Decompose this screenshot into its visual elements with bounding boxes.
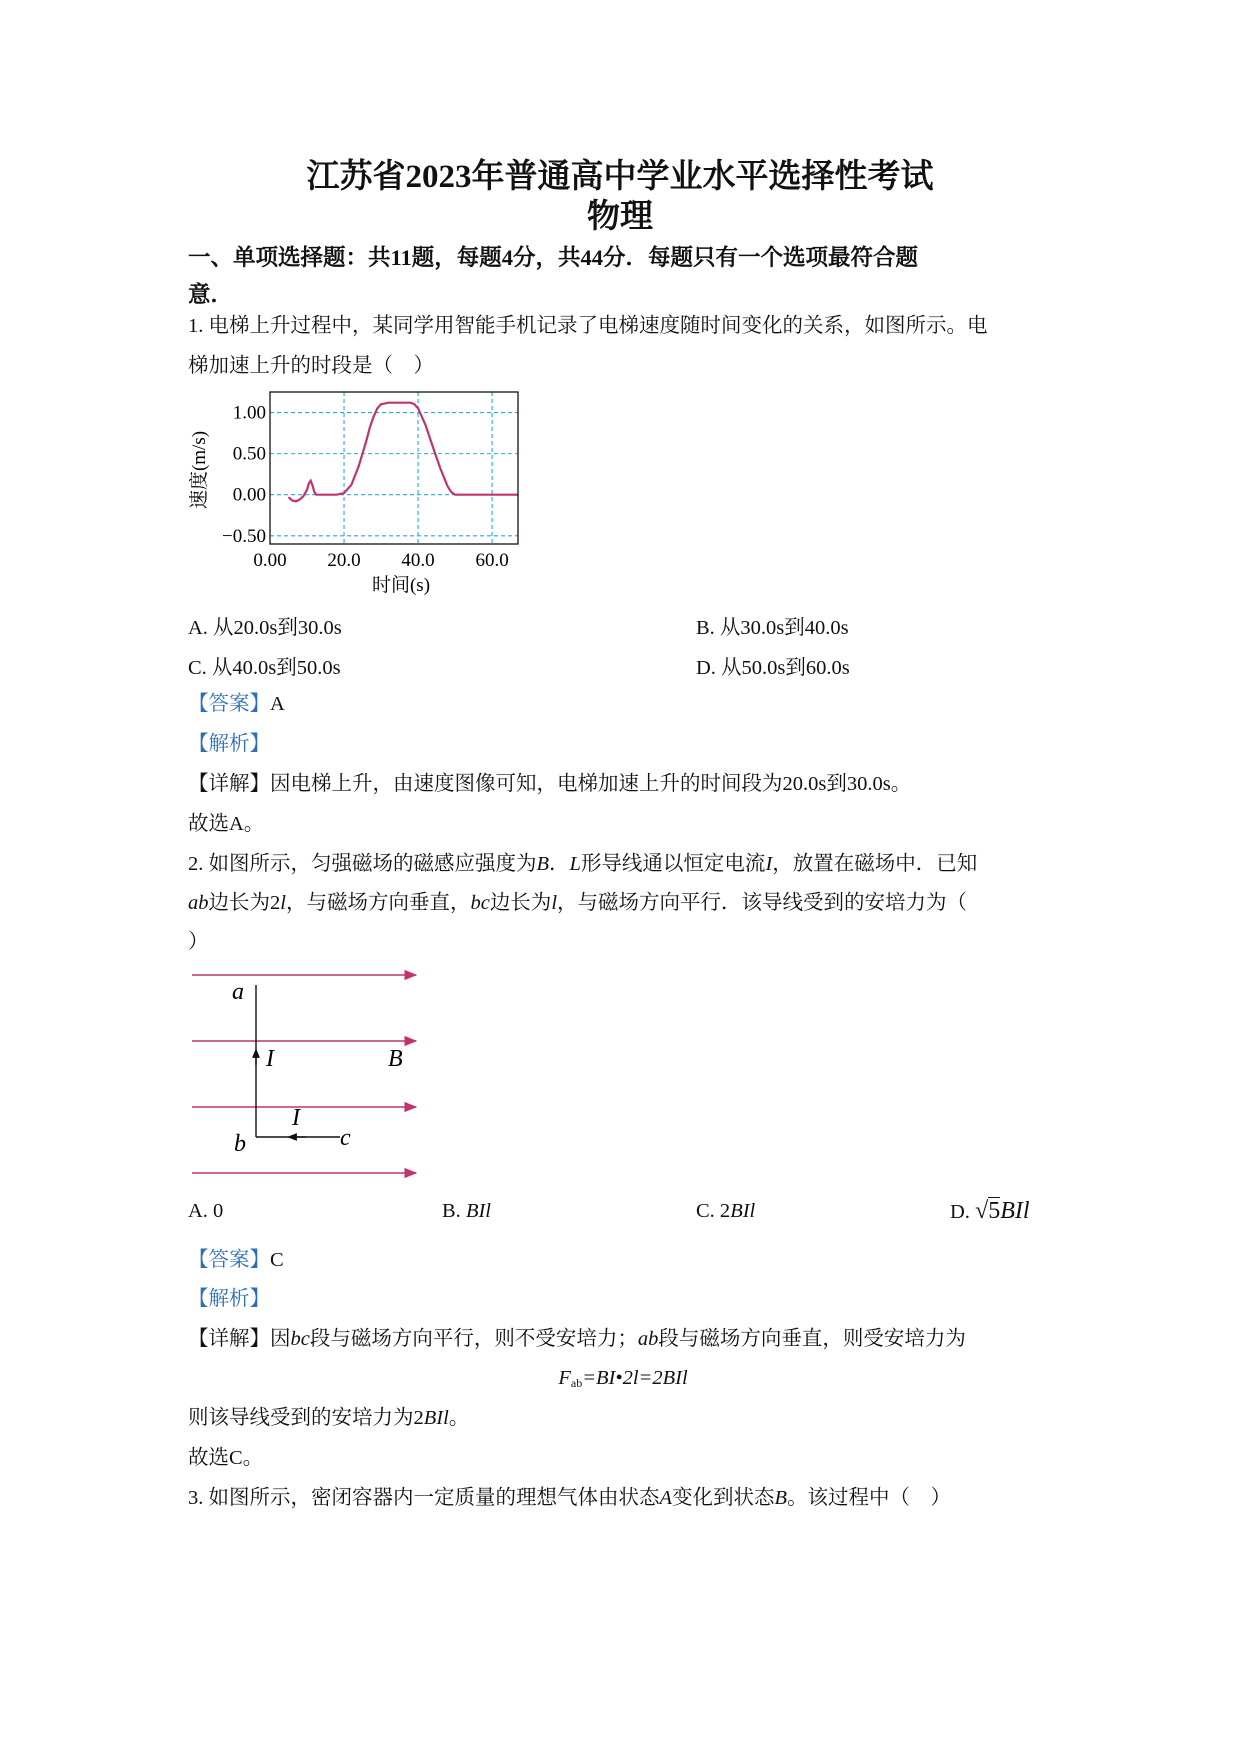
symbol-B: B bbox=[536, 853, 550, 875]
q2-detail bbox=[188, 1325, 1058, 1353]
y-tick-label-3: −0.50 bbox=[222, 525, 266, 547]
q3-stem-text: 变化到状态 bbox=[672, 1487, 775, 1509]
q2-stem-text: 2. 如图所示，匀强磁场的磁感应强度为 bbox=[188, 853, 537, 875]
radicand-number: 5 bbox=[988, 1198, 1001, 1224]
q2-stem-text: ，与磁场方向平行．该导线受到的安培力为（ bbox=[557, 892, 968, 914]
label-I-ab: I bbox=[266, 1046, 274, 1072]
symbol-ab: ab bbox=[188, 892, 209, 914]
detail-text: 因电梯上升，由速度图像可知，电梯加速上升的时间段为20.0s到30.0s。 bbox=[270, 773, 912, 795]
chart-ticks bbox=[222, 403, 509, 571]
x-axis-label: 时间(s) bbox=[371, 575, 431, 596]
q2-answer bbox=[188, 1246, 1058, 1274]
result-expr: BIl bbox=[423, 1407, 449, 1429]
q1-stem-line1: 1. 电梯上升过程中，某同学用智能手机记录了电梯速度随时间变化的关系，如图所示。电 bbox=[188, 315, 988, 337]
q2-option-c bbox=[696, 1200, 755, 1223]
detail-text: 段与磁场方向垂直，则受安培力为 bbox=[658, 1328, 966, 1350]
formula-subscript: ab bbox=[570, 1376, 583, 1390]
magnetic-field-figure bbox=[188, 965, 428, 1185]
option-expr: BIl bbox=[1000, 1198, 1030, 1224]
q1-analysis bbox=[188, 730, 1058, 758]
option-label: B. bbox=[442, 1200, 466, 1222]
q2-conclusion: 故选C。 bbox=[188, 1447, 264, 1469]
detail-tag: 【详解】 bbox=[188, 1328, 270, 1350]
exam-title: 江苏省2023年普通高中学业水平选择性考试 bbox=[306, 159, 934, 195]
option-expr: BIl bbox=[730, 1200, 756, 1222]
q2-stem-text: 边长为2 bbox=[208, 892, 281, 914]
symbol-A: A bbox=[659, 1487, 673, 1509]
symbol-l: l bbox=[280, 892, 286, 914]
q1-option-d: D. 从50.0s到60.0s bbox=[696, 657, 850, 679]
y-tick-label-0: 1.00 bbox=[232, 402, 266, 424]
q2-stem-text: 形导线通以恒定电流 bbox=[580, 853, 766, 875]
q1-stem-line2: 梯加速上升的时段是（ ） bbox=[188, 355, 434, 377]
velocity-curve bbox=[289, 403, 519, 502]
symbol-bc: bc bbox=[470, 892, 490, 914]
answer-tag: 【答案】 bbox=[188, 693, 270, 715]
q2-stem-text: ，与磁场方向垂直， bbox=[285, 892, 471, 914]
radicand bbox=[988, 1197, 1000, 1224]
symbol-ab: ab bbox=[637, 1328, 659, 1350]
q2-result bbox=[188, 1404, 1058, 1432]
y-tick-label-1: 0.50 bbox=[232, 443, 266, 465]
x-tick-label-3: 60.0 bbox=[475, 550, 509, 571]
symbol-L: L bbox=[569, 853, 581, 875]
detail-text: 段与磁场方向平行，则不受安培力； bbox=[309, 1328, 638, 1350]
q2-stem-line3: ） bbox=[188, 931, 209, 953]
label-a: a bbox=[232, 979, 244, 1005]
option-label: C. 2 bbox=[696, 1200, 731, 1222]
detail-text: 因 bbox=[270, 1328, 291, 1350]
symbol-bc: bc bbox=[290, 1328, 310, 1350]
q1-option-a: A. 从20.0s到30.0s bbox=[188, 617, 342, 639]
symbol-l: l bbox=[551, 892, 558, 914]
q2-stem-line1 bbox=[188, 850, 1058, 878]
q1-option-b: B. 从30.0s到40.0s bbox=[696, 617, 849, 639]
q1-option-c: C. 从40.0s到50.0s bbox=[188, 657, 341, 679]
label-B: B bbox=[388, 1046, 403, 1072]
answer-value: C bbox=[270, 1249, 284, 1271]
symbol-I: I bbox=[765, 853, 773, 875]
q2-formula bbox=[188, 1364, 1058, 1397]
chart-grid bbox=[270, 392, 518, 544]
q2-stem-line2 bbox=[188, 889, 1058, 917]
x-tick-label-0: 0.00 bbox=[253, 550, 287, 571]
section-heading-line2: 意． bbox=[188, 282, 234, 307]
label-c: c bbox=[340, 1125, 351, 1151]
analysis-tag: 【解析】 bbox=[188, 1288, 270, 1310]
q2-option-d bbox=[950, 1198, 1030, 1225]
result-text: 。 bbox=[448, 1407, 470, 1429]
answer-tag: 【答案】 bbox=[188, 1249, 270, 1271]
q2-option-b bbox=[442, 1200, 491, 1223]
symbol-B: B bbox=[774, 1487, 788, 1509]
option-expr: BIl bbox=[465, 1200, 491, 1222]
q3-stem-text: 3. 如图所示，密闭容器内一定质量的理想气体由状态 bbox=[188, 1487, 660, 1509]
q2-stem-text: ． bbox=[549, 853, 570, 875]
result-text: 则该导线受到的安培力为2 bbox=[188, 1407, 424, 1429]
radical-sign: √ bbox=[975, 1198, 989, 1224]
q2-analysis bbox=[188, 1285, 1058, 1313]
x-tick-label-1: 20.0 bbox=[327, 550, 361, 571]
formula-force: F bbox=[558, 1367, 571, 1389]
answer-value: A bbox=[270, 693, 285, 715]
q1-conclusion: 故选A。 bbox=[188, 813, 265, 835]
analysis-tag: 【解析】 bbox=[188, 733, 270, 755]
detail-tag: 【详解】 bbox=[188, 773, 270, 795]
label-I-bc: I bbox=[292, 1105, 300, 1131]
q1-detail bbox=[188, 770, 1058, 798]
x-tick-label-2: 40.0 bbox=[401, 550, 435, 571]
q1-answer bbox=[188, 690, 1058, 718]
formula-expression: =BI•2l=2BIl bbox=[582, 1367, 688, 1389]
q3-stem-text: 。该过程中（ ） bbox=[787, 1487, 952, 1509]
q2-stem-text: 边长为 bbox=[489, 892, 552, 914]
q2-stem-text: ，放置在磁场中．已知 bbox=[772, 853, 978, 875]
label-b: b bbox=[234, 1131, 246, 1157]
exam-subtitle: 物理 bbox=[587, 199, 653, 235]
option-label: D. bbox=[950, 1201, 976, 1223]
velocity-time-chart bbox=[188, 384, 608, 604]
q2-option-a: A. 0 bbox=[188, 1200, 224, 1222]
y-tick-label-2: 0.00 bbox=[232, 484, 266, 506]
plot-frame bbox=[270, 392, 518, 544]
section-heading-line1: 一、单项选择题：共11题，每题4分，共44分．每题只有一个选项最符合题 bbox=[188, 245, 919, 270]
y-axis-label: 速度(m/s) bbox=[189, 430, 210, 510]
q3-stem bbox=[188, 1484, 1058, 1512]
